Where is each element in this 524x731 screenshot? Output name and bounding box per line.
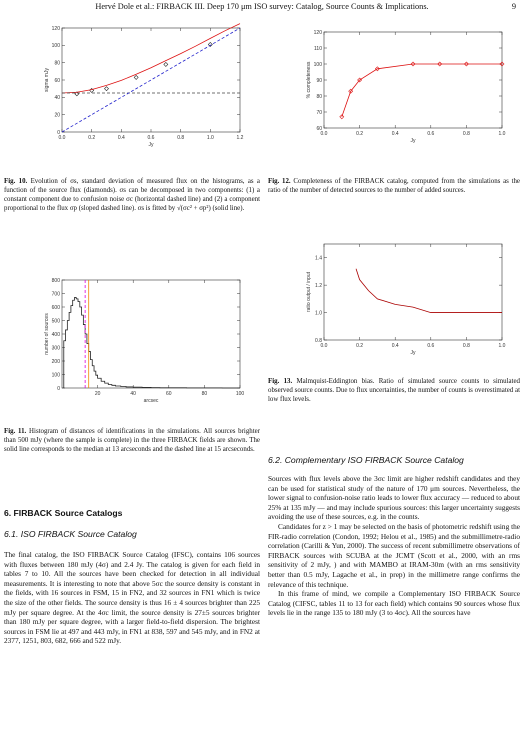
fig13-series-line [356, 269, 502, 313]
fig10-label: Fig. 10. [4, 178, 28, 185]
fig13-xtick-label: 0.4 [391, 343, 399, 349]
fig10-text: Evolution of σs, standard deviation of measured flux on the histograms, as a function of the source flux (diamonds). σs can be decomposed in two components: (1) a constant component due to confusion noise σc (horizontal dashed line) and (2) a component proportional to the flux σp (sloped dashed line). σs is fitted by √(σc² + σp²) (solid line). [4, 178, 260, 212]
fig12-axes [306, 30, 506, 144]
fig13-xtick-label: 0.0 [320, 343, 328, 349]
fig11-xtick-label: 80 [201, 391, 208, 397]
fig13-ytick-label: 1.0 [315, 310, 322, 317]
running-header [0, 2, 524, 14]
fig10-ytick-label: 20 [54, 112, 60, 119]
fig12-text: Completeness of the FIRBACK catalog, computed from the simulations as the ratio of the number of detected sources to the number of added sources. [268, 178, 520, 194]
fig10-xtick-label: 0.8 [177, 135, 185, 141]
fig10-xtick-label: 0.2 [88, 135, 96, 141]
left-column-text [4, 550, 260, 646]
fig12-ytick-label: 70 [316, 109, 322, 116]
paragraph-6-1: The final catalog, the ISO FIRBACK Source Catalog (IFSC), contains 106 sources with fluxes between 180 mJy (4σ) and 2.4 Jy. The catalog is given for each field in tables 7 to 10. All the sources have been checked for detection in all individual measurements. It is interesting to note that above 5σc the source density is constant in the fields, with 16 sources in FSM, 15 in FN2, and 32 sources in FN1 which is twice the size of the other fields. The source density is thus 16 ± 4 sources brighter than 225 mJy per square degree. At the 4σc limit, the source density is 27±5 sources brighter than 180 mJy per square degree, with a larger field-to-field dispersion. The brightest sources in FSM lie at 497 and 443 mJy, in FN1 at 838, 597 and 545 mJy, and in FN2 at 2377, 1251, 803, 682, 666 and 522 mJy. [4, 550, 260, 646]
fig11-xtick-label: 20 [94, 391, 101, 397]
fig13-label: Fig. 13. [268, 378, 293, 385]
fig10-ytick-label: 0 [57, 129, 60, 136]
fig11-caption [4, 428, 260, 455]
fig10-data-point [105, 87, 109, 91]
fig11-series-line [64, 298, 240, 388]
fig12-xtick-label: 1.0 [498, 131, 506, 137]
fig12-xtick-label: 0.8 [462, 131, 470, 137]
fig10-ylabel: sigma mJy [44, 68, 50, 92]
fig11-ytick-label: 600 [51, 304, 60, 311]
fig10-series-line [62, 24, 240, 93]
paragraph-6-2-a: Sources with flux levels above the 3σc limit are higher redshift candidates and they can be used for statistical study of the nature of 170 μm sources. Nevertheless, the lower signal to confusion-noise ratio leads to lower flux accuracy — reduced to about 25% at 135 mJy — and may include spurious sources: this larger uncertainty suggests avoiding the use of these sources, e.g. in the counts. [268, 474, 520, 522]
fig10-xtick-label: 0.4 [117, 135, 125, 141]
fig13-xlabel: Jy [410, 350, 416, 356]
fig12-ytick-label: 120 [313, 29, 322, 36]
fig10-xtick-label: 0.0 [58, 135, 66, 141]
right-column-text [268, 474, 520, 618]
subsection-heading-6-1: 6.1. ISO FIRBACK Source Catalog [4, 529, 137, 539]
section-heading: 6. FIRBACK Source Catalogs [4, 508, 123, 518]
fig10-series-line [62, 28, 240, 132]
fig11-xtick-label: 40 [130, 391, 136, 397]
fig10-data-point [134, 75, 138, 79]
fig13-ytick-label: 1.2 [315, 282, 322, 289]
fig11-ytick-label: 200 [51, 358, 60, 365]
subsection-heading-6-2: 6.2. Complementary ISO FIRBACK Source Catalog [268, 455, 464, 465]
fig12-ytick-label: 60 [316, 125, 322, 132]
fig12-ytick-label: 80 [316, 93, 322, 100]
fig13-axes [306, 244, 506, 356]
fig12-label: Fig. 12. [268, 178, 291, 185]
fig13-xtick-label: 0.8 [462, 343, 470, 349]
fig13-frame [324, 244, 502, 340]
fig11-label: Fig. 11. [4, 428, 27, 435]
fig12-xtick-label: 0.0 [320, 131, 328, 137]
fig13-ytick-label: 1.4 [315, 255, 322, 262]
running-title: Hervé Dole et al.: FIRBACK III. Deep 170 μm ISO survey: Catalog, Source Counts & Implications. [95, 2, 429, 11]
fig12-xtick-label: 0.6 [427, 131, 435, 137]
fig10-ytick-label: 60 [54, 77, 60, 84]
fig12-ytick-label: 110 [314, 45, 322, 52]
fig12-data-point [340, 115, 344, 119]
fig11-plot [44, 276, 244, 406]
fig12-ytick-label: 100 [313, 61, 322, 68]
fig10-ytick-label: 80 [54, 60, 60, 67]
fig13-ylabel: ratio output / input [306, 271, 312, 313]
fig12-ylabel: % completeness [306, 61, 312, 99]
fig10-plot [44, 24, 244, 150]
fig11-ytick-label: 800 [51, 277, 60, 284]
fig13-xtick-label: 0.2 [356, 343, 364, 349]
fig10-xtick-label: 1.0 [206, 135, 214, 141]
fig10-ytick-label: 40 [54, 95, 60, 102]
fig11-xtick-label: 60 [166, 391, 172, 397]
page-number: 9 [511, 2, 516, 11]
fig10-xtick-label: 0.6 [147, 135, 155, 141]
fig11-text: Histogram of distances of identifications in the simulations. All sources brighter than 500 mJy (where the sample is complete) in the three FIRBACK fields are shown. The solid line corresponds to the median at 13 arcseconds and the dashed line at 15 arcseconds. [4, 428, 260, 453]
fig11-ytick-label: 400 [51, 331, 60, 338]
fig12-ytick-label: 90 [316, 77, 322, 84]
fig10-xlabel: Jy [148, 142, 154, 148]
fig11-ytick-label: 700 [51, 291, 60, 298]
fig11-xlabel: arcsec [143, 398, 159, 404]
fig10-ytick-label: 120 [51, 25, 60, 32]
fig13-ytick-label: 0.8 [315, 337, 322, 344]
fig12-series-line [342, 64, 502, 117]
fig12-xlabel: Jy [410, 138, 416, 144]
fig13-plot [306, 240, 506, 358]
paragraph-6-2-c: In this frame of mind, we compile a Complementary ISO FIRBACK Source Catalog (CIFSC, tables 11 to 13 for each field) which contains 90 sources whose flux levels lie in the range 135 to 180 mJy (3 to 4σc). All the sources have [268, 589, 520, 618]
fig11-ytick-label: 0 [57, 385, 60, 392]
fig10-xtick-label: 1.2 [236, 135, 244, 141]
fig11-ytick-label: 100 [51, 372, 60, 379]
fig10-caption [4, 178, 260, 214]
fig12-plot [306, 28, 506, 146]
fig10-ytick-label: 100 [51, 43, 60, 50]
fig12-xtick-label: 0.4 [391, 131, 399, 137]
fig11-ylabel: number of sources [44, 313, 50, 355]
fig13-text: Malmquist-Eddington bias. Ratio of simulated source counts to simulated observed source counts. Due to flux uncertainties, the number of counts is overestimated at low flux levels. [268, 378, 520, 403]
fig12-caption [268, 178, 520, 196]
fig13-caption [268, 378, 520, 405]
fig11-ytick-label: 500 [51, 318, 60, 325]
fig13-xtick-label: 1.0 [498, 343, 506, 349]
fig12-xtick-label: 0.2 [356, 131, 364, 137]
fig11-xtick-label: 100 [235, 391, 245, 397]
fig10-data-point [164, 62, 168, 66]
paragraph-6-2-b: Candidates for z > 1 may be selected on the basis of photometric redshift using the FIR-radio correlation (Condon, 1992; Helou et al., 1985) and the submillimetre-radio correlation (Carilli & Yun, 2000). The success of recent submillimetre observations of FIRBACK sources with SCUBA at the JCMT (Scott et al., 2000, with an rms sensitivity of 2 mJy, ) and with MAMBO at IRAM-30m (with an rms sensitivity better than 0.5 mJy, Lagache et al., in prep) in the millimetre range confirms the relevance of this technique. [268, 521, 520, 589]
fig11-ytick-label: 300 [51, 345, 60, 352]
fig10-axes [44, 26, 244, 148]
fig11-axes [44, 278, 244, 404]
fig13-xtick-label: 0.6 [427, 343, 435, 349]
fig12-frame [324, 32, 502, 128]
